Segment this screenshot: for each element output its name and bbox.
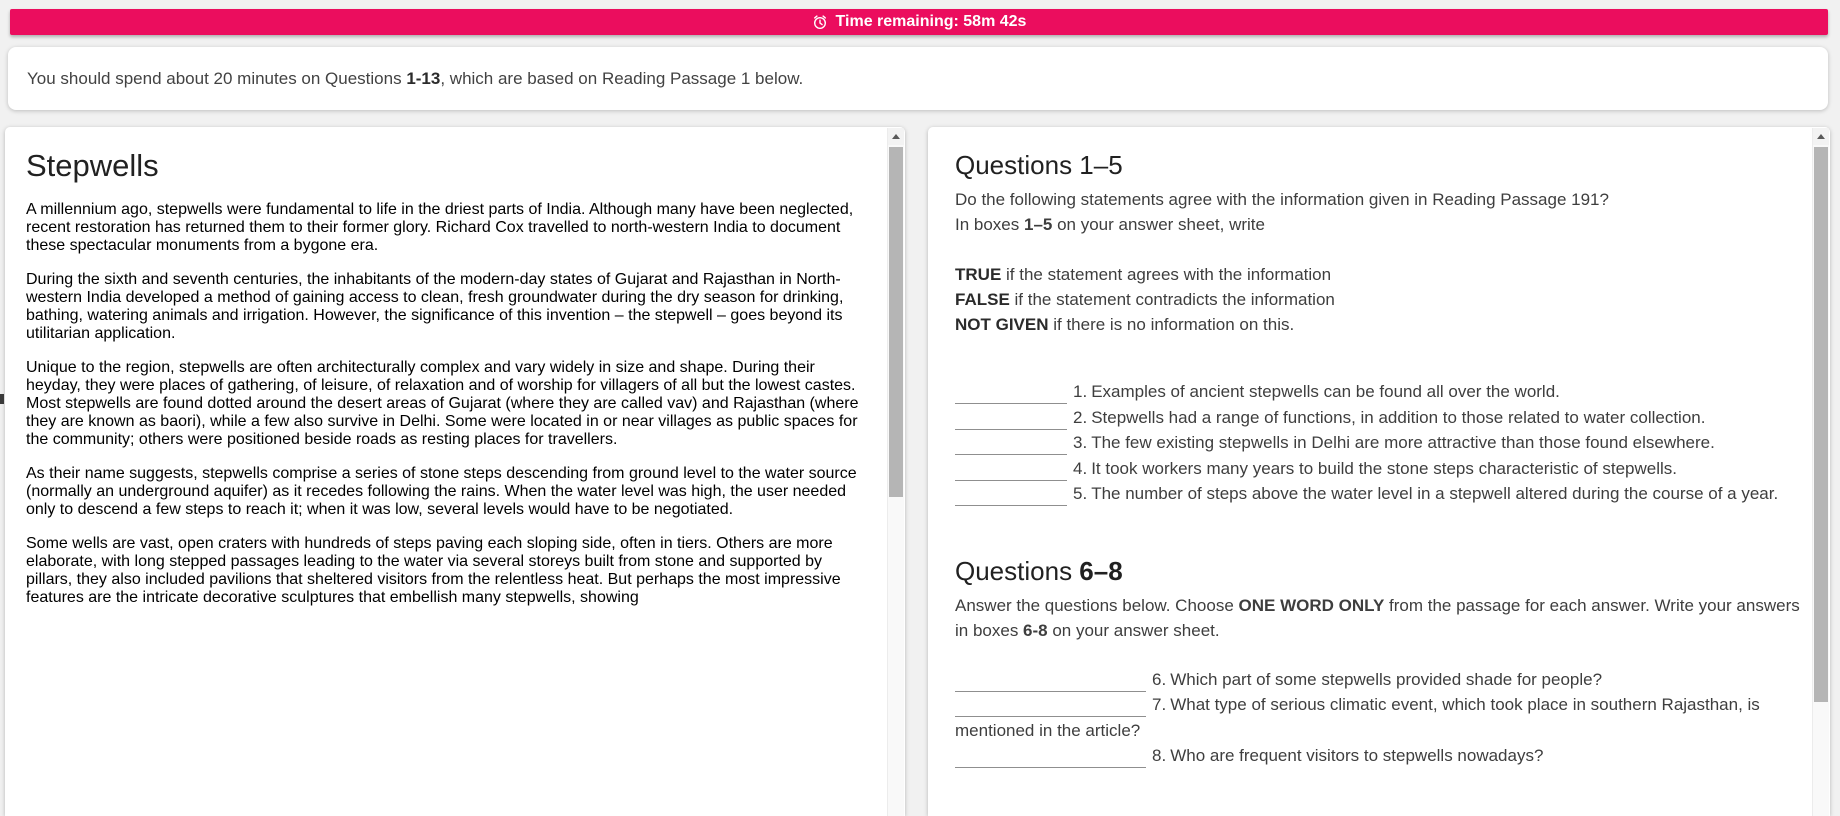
scrollbar-thumb[interactable] [1814, 147, 1828, 702]
passage-paragraph: Some wells are vast, open craters with hundreds of steps paving each sloping side, often in tiers. Others are more elaborate, with long stepped passages leading to the water via several storeys built from stone and supported by pillars, they also included pavilions that sheltered visitors from the relentless heat. But perhaps the most impressive features are the intricate decorative sculptures that embellish many stepwells, showing [26, 535, 841, 606]
timer-label: Time remaining: 58m 42s [835, 13, 1027, 30]
questions-1-5-intro: Do the following statements agree with the information given in Reading Passage 191? [955, 190, 1609, 209]
passage-scrollbar[interactable] [887, 128, 904, 816]
answer-input-q1[interactable] [955, 386, 1067, 404]
question-number: 3. [1073, 433, 1088, 452]
question-item-5 [955, 481, 1805, 507]
questions-1-5-heading: Questions 1–5 [955, 150, 1123, 180]
alarm-clock-icon [812, 14, 828, 30]
question-item-8 [955, 743, 1805, 769]
question-text: The few existing stepwells in Delhi are more attractive than those found elsewhere. [1091, 433, 1715, 452]
option-not-given: NOT GIVEN if there is no information on this. [955, 315, 1295, 334]
passage-paragraph: Unique to the region, stepwells are often architecturally complex and vary widely in size and shape. During their heyday, they were places of gathering, of leisure, of relaxation and of worship for villagers of all but the lowest castes. Most stepwells are found dotted around the desert areas of Gujarat (where they are called vav) and Rajasthan (where they are known as baori), while a few also survive in Delhi. Some were located in or near villages as public spaces for the community; others were positioned beside roads as resting places for travellers. [26, 359, 859, 448]
instruction-bar [8, 47, 1828, 110]
passage-paragraph: A millennium ago, stepwells were fundamental to life in the driest parts of India. Although many have been neglected, recent restoration has returned them to their former glory. Richard Cox travelled to north-western India to document these spectacular monuments from a bygone era. [26, 201, 854, 254]
passage-content [5, 127, 888, 816]
question-number: 4. [1073, 458, 1088, 478]
questions-content [928, 127, 1813, 816]
questions-6-8-heading: Questions 6–8 [955, 555, 1123, 586]
question-number: 2. [1073, 407, 1088, 427]
screen-artifact [0, 394, 4, 404]
question-text: Which part of some stepwells provided shade for people? [1170, 669, 1603, 689]
answer-input-q3[interactable] [955, 437, 1067, 455]
question-item-1 [955, 379, 1805, 405]
passage-paragraph: During the sixth and seventh centuries, the inhabitants of the modern-day states of Gujarat and Rajasthan in North-western India developed a method of gaining access to clean, fresh groundwater during the dry season for drinking, bathing, watering animals and irrigation. However, the significance of this invention – the stepwell – goes beyond its utilitarian application. [26, 271, 844, 342]
scrollbar-thumb[interactable] [889, 147, 903, 497]
question-number: 1. [1073, 382, 1088, 401]
reading-passage-panel [5, 127, 905, 816]
answer-input-q4[interactable] [955, 463, 1067, 481]
questions-6-8-section [955, 555, 1805, 769]
questions-6-8-list [955, 667, 1805, 769]
question-text: Stepwells had a range of functions, in addition to those related to water collection. [1091, 407, 1706, 427]
questions-1-5-list [955, 379, 1805, 507]
question-text: Examples of ancient stepwells can be found all over the world. [1091, 382, 1560, 401]
question-text: The number of steps above the water level in a stepwell altered during the course of a year. [1091, 484, 1779, 503]
question-item-4 [955, 456, 1805, 482]
scroll-up-icon [892, 134, 900, 139]
answer-input-q5[interactable] [955, 488, 1067, 506]
question-text: Who are frequent visitors to stepwells nowadays? [1170, 746, 1544, 765]
question-number: 7. [1152, 695, 1167, 714]
option-false: FALSE if the statement contradicts the information [955, 290, 1335, 309]
questions-1-5-boxes-line: In boxes 1–5 on your answer sheet, write [955, 215, 1265, 234]
timer-bar [10, 9, 1828, 35]
passage-title: Stepwells [26, 148, 159, 183]
scroll-up-icon [1817, 134, 1825, 139]
question-text: What type of serious climatic event, which took place in southern Rajasthan, is mentioned in the article? [955, 695, 1760, 740]
questions-6-8-intro: Answer the questions below. Choose ONE WORD ONLY from the passage for each answer. Write your answers in boxes 6-8 on your answer sheet. [955, 595, 1800, 640]
scroll-up-button[interactable] [1813, 128, 1829, 145]
questions-panel [928, 127, 1830, 816]
question-item-3 [955, 430, 1805, 456]
question-number: 8. [1152, 746, 1167, 765]
option-true: TRUE if the statement agrees with the information [955, 265, 1332, 284]
question-number: 5. [1073, 484, 1088, 503]
questions-scrollbar[interactable] [1812, 128, 1829, 816]
answer-key-options [955, 262, 1805, 337]
question-item-7 [955, 692, 1805, 743]
question-text: It took workers many years to build the stone steps characteristic of stepwells. [1091, 458, 1677, 478]
answer-input-q2[interactable] [955, 412, 1067, 430]
answer-input-q8[interactable] [955, 750, 1146, 768]
answer-input-q7[interactable] [955, 699, 1146, 717]
passage-paragraph: As their name suggests, stepwells comprise a series of stone steps descending from ground level to the water source (normally an underground aquifer) as it recedes following the rains. When the water level was high, the user needed only to descend a few steps to reach it; when it was low, several levels would have to be negotiated. [26, 465, 857, 518]
question-number: 6. [1152, 669, 1167, 689]
instruction-text: You should spend about 20 minutes on Questions 1-13, which are based on Reading Passage 1 below. [27, 68, 804, 88]
question-item-6 [955, 667, 1805, 693]
question-item-2 [955, 405, 1805, 431]
scroll-up-button[interactable] [888, 128, 904, 145]
answer-input-q6[interactable] [955, 674, 1146, 692]
